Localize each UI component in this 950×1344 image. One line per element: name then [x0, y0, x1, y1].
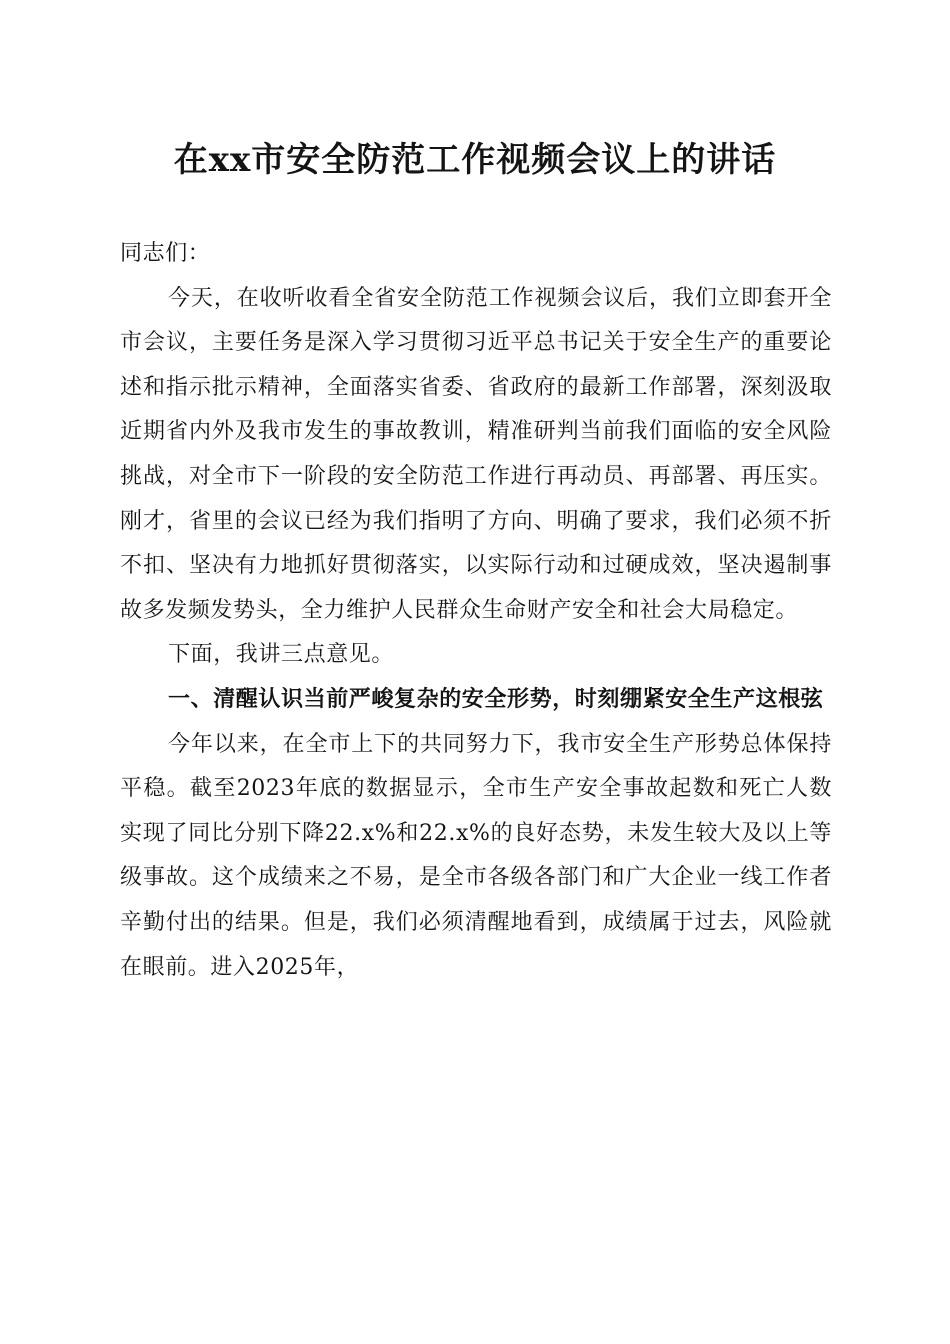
- section-heading-1: 一、清醒认识当前严峻复杂的安全形势，时刻绷紧安全生产这根弦: [168, 686, 824, 712]
- section-1-paragraph: 今年以来，在全市上下的共同努力下，我市安全生产形势总体保持平稳。截至2023年底的数据显示，全市生产安全事故起数和死亡人数实现了同比分别下降22.x%和22.x%的良好态势，未发生较大及以上等级事故。这个成绩来之不易，是全市各级各部门和广大企业一线工作者辛勤付出的结果。但是，我们必须清醒地看到，成绩属于过去，风险就在眼前。进入2025年，: [120, 731, 832, 980]
- salutation: 同志们：: [120, 241, 211, 266]
- document-title: 在xx市安全防范工作视频会议上的讲话: [173, 140, 777, 180]
- transition-paragraph: 下面，我讲三点意见。: [168, 642, 395, 668]
- document-body: [120, 232, 832, 990]
- intro-paragraph: 今天，在收听收看全省安全防范工作视频会议后，我们立即套开全市会议，主要任务是深入学习贯彻习近平总书记关于安全生产的重要论述和指示批示精神，全面落实省委、省政府的最新工作部署，深刻汲取近期省内外及我市发生的事故教训，精准研判当前我们面临的安全风险挑战，对全市下一阶段的安全防范工作进行再动员、再部署、再压实。刚才，省里的会议已经为我们指明了方向、明确了要求，我们必须不折不扣、坚决有力地抓好贯彻落实，以实际行动和过硬成效，坚决遏制事故多发频发势头，全力维护人民群众生命财产安全和社会大局稳定。: [120, 285, 832, 623]
